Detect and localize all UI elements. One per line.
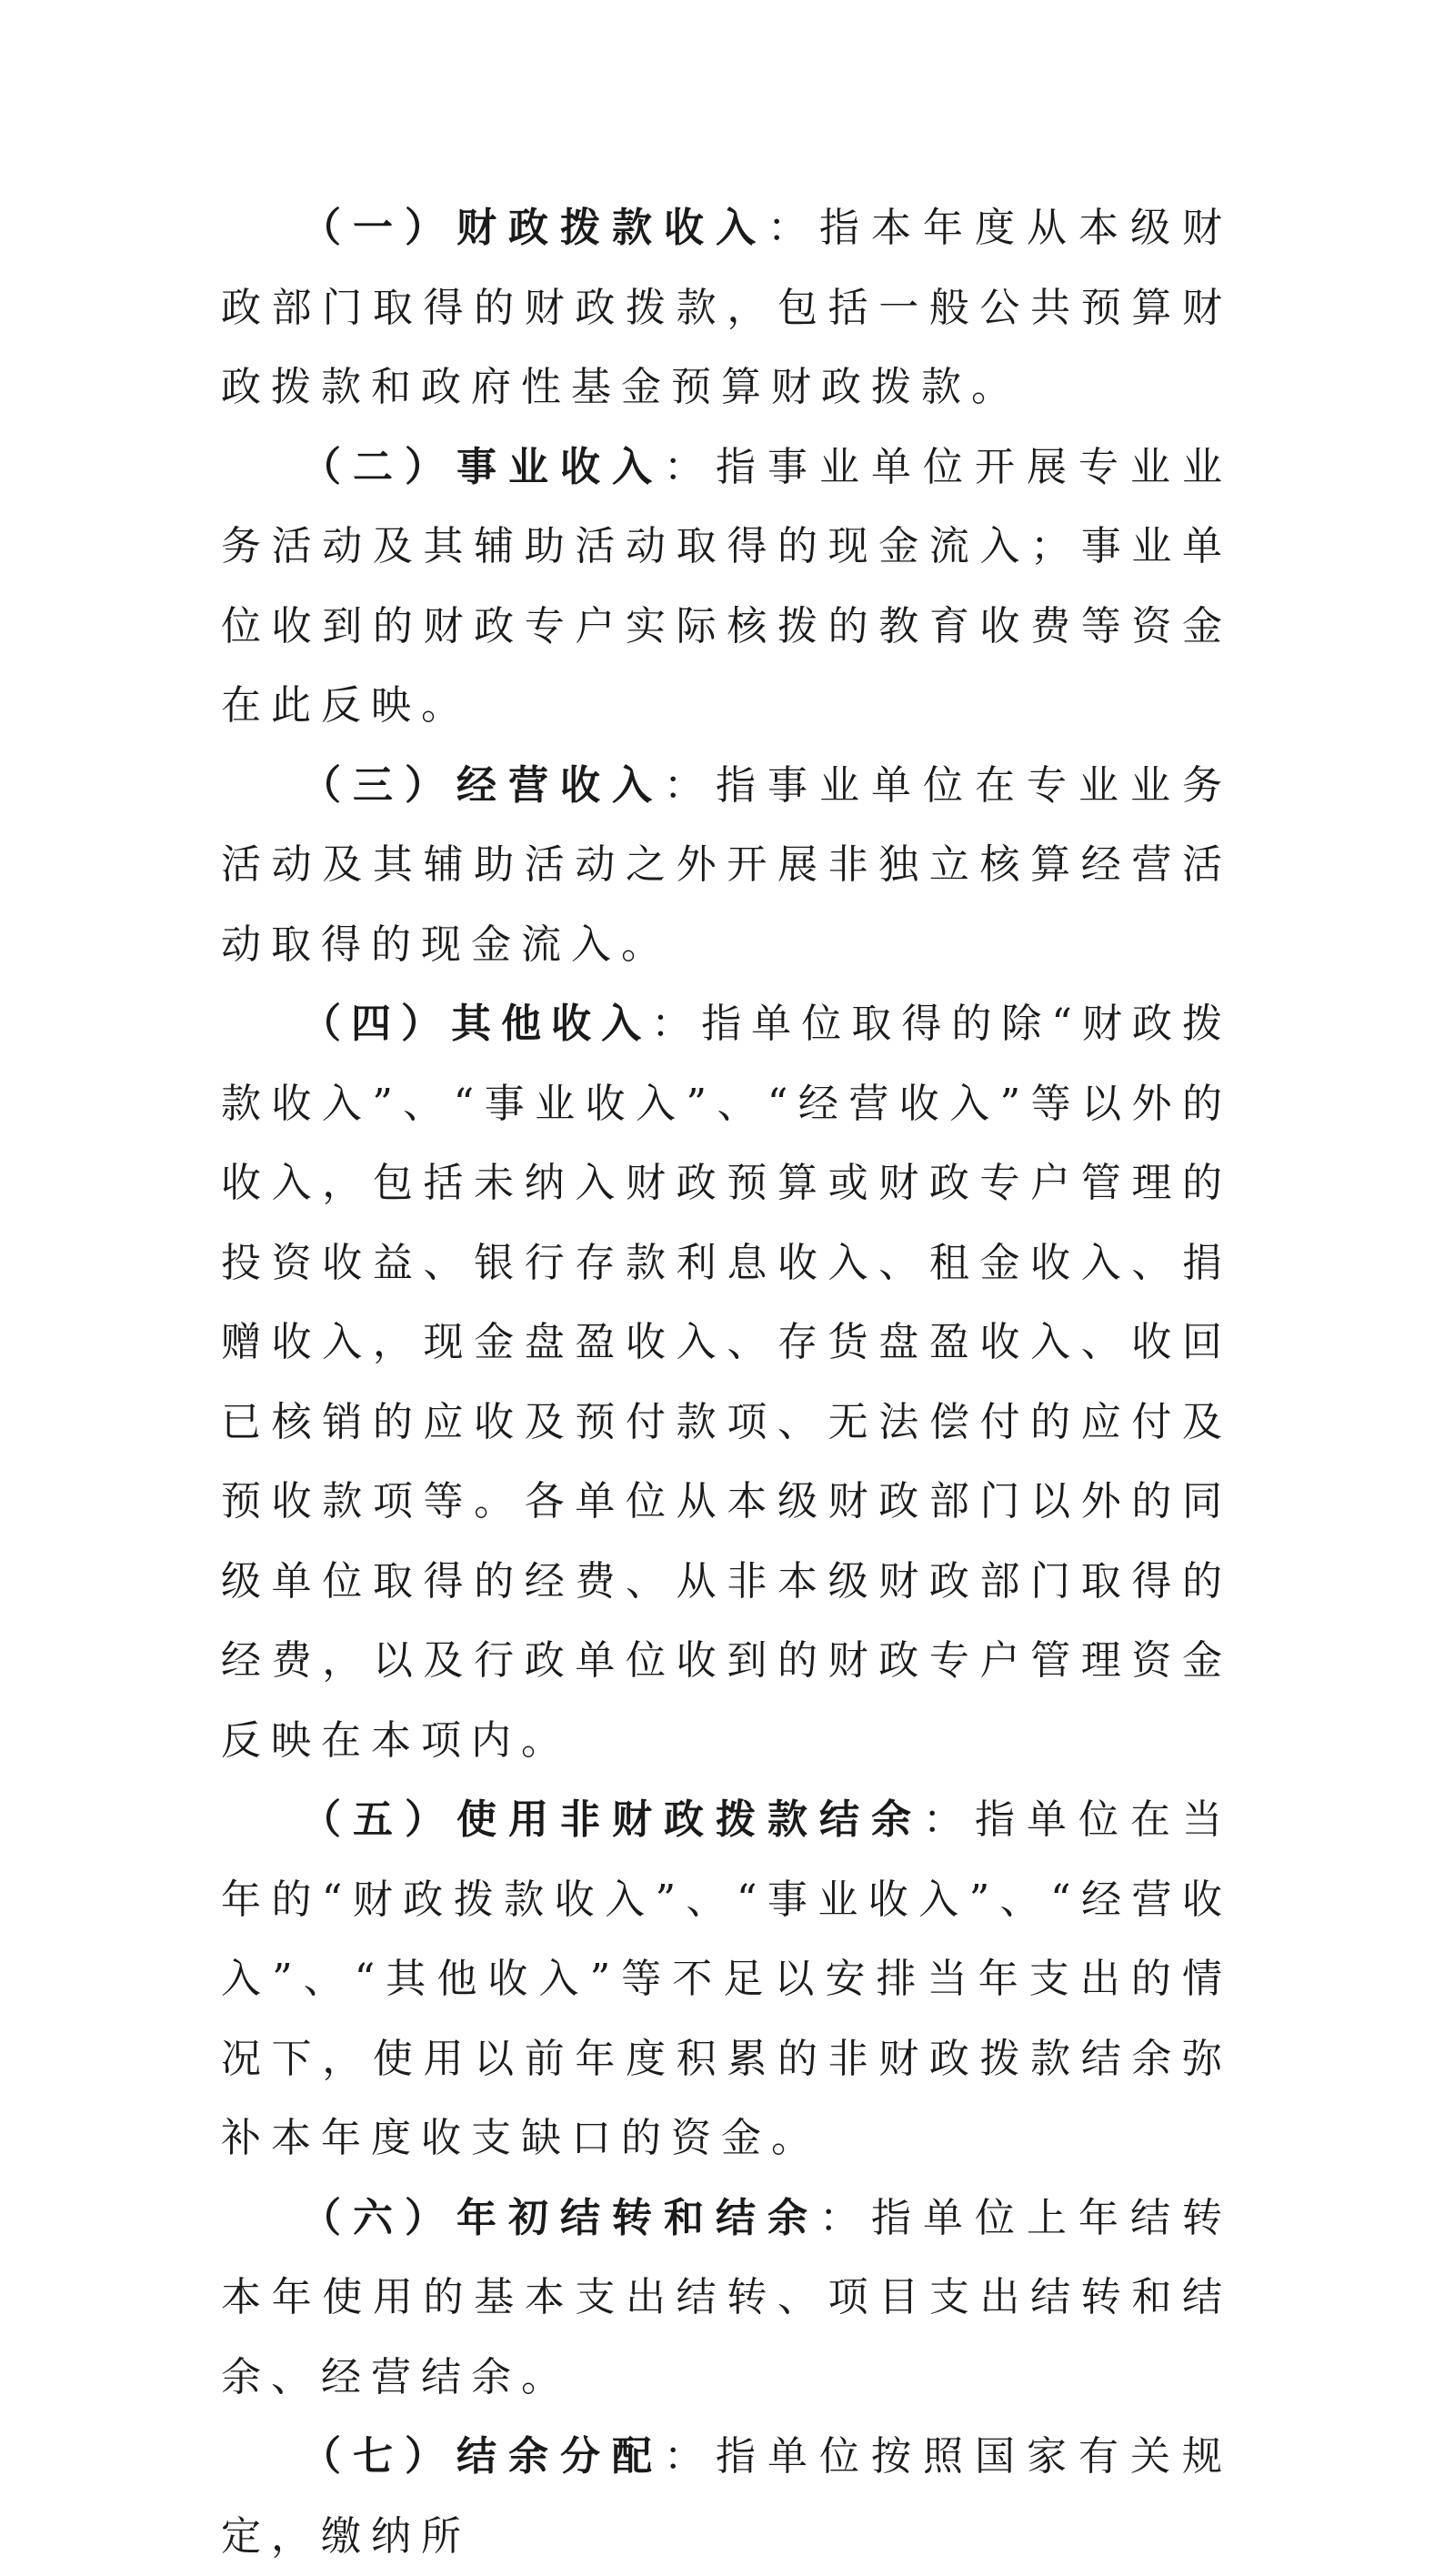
document-page (221, 188, 1232, 2576)
paragraph-body: ：指本年度从本级财政部门取得的财政拨款，包括一般公共预算财政拨款和政府性基金预算财政拨款。 (221, 205, 1232, 410)
paragraph-term: （七）结余分配 (301, 2433, 664, 2480)
paragraph-operating-income (221, 746, 1232, 985)
paragraph-use-of-non-fiscal-balance (221, 1780, 1232, 2179)
paragraph-opening-carryover (221, 2179, 1232, 2418)
paragraph-business-income (221, 428, 1232, 746)
paragraph-term: （六）年初结转和结余 (301, 2194, 819, 2241)
paragraph-term: （二）事业收入 (301, 443, 664, 490)
paragraph-body: ：指事业单位在专业业务活动及其辅助活动之外开展非独立核算经营活动取得的现金流入。 (221, 761, 1232, 968)
paragraph-body: ：指事业单位开展专业业务活动及其辅助活动取得的现金流入；事业单位收到的财政专户实际核拨的教育收费等资金在此反映。 (221, 443, 1232, 729)
paragraph-term: （四）其他收入 (301, 1001, 652, 1047)
paragraph-term: （三）经营收入 (301, 761, 664, 809)
paragraph-other-income (221, 984, 1232, 1780)
paragraph-term: （一）财政拨款收入 (301, 205, 767, 251)
paragraph-term: （五）使用非财政拨款结余 (301, 1796, 923, 1843)
paragraph-body: ：指单位上年结转本年使用的基本支出结转、项目支出结转和结余、经营结余。 (221, 2194, 1232, 2400)
paragraph-body: ：指单位按照国家有关规定，缴纳所 (221, 2433, 1232, 2560)
paragraph-balance-distribution (221, 2417, 1232, 2576)
paragraph-body: ：指单位在当年的“财政拨款收入”、“事业收入”、“经营收入”、“其他收入”等不足以安排当年支出的情况下，使用以前年度积累的非财政拨款结余弥补本年度收支缺口的资金。 (221, 1796, 1232, 2161)
paragraph-fiscal-appropriation-income (221, 188, 1232, 428)
paragraph-body: ：指单位取得的除“财政拨款收入”、“事业收入”、“经营收入”等以外的收入，包括未纳入财政预算或财政专户管理的投资收益、银行存款利息收入、租金收入、捐赠收入，现金盘盈收入、存货盘盈收入、收回已核销的应收及预付款项、无法偿付的应付及预收款项等。各单位从本级财政部门以外的同级单位取得的经费、从非本级财政部门取得的经费，以及行政单位收到的财政专户管理资金反映在本项内。 (221, 1001, 1233, 1764)
